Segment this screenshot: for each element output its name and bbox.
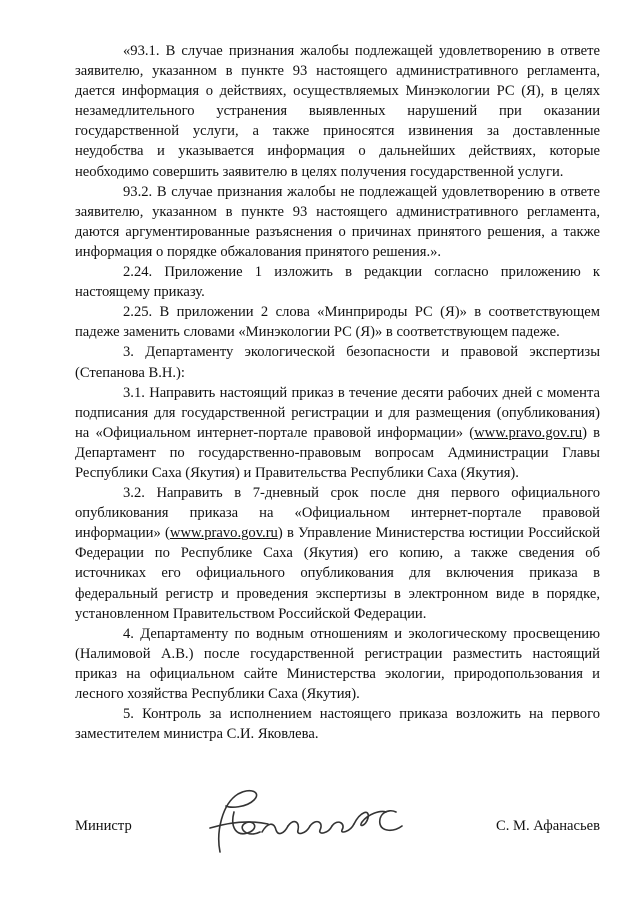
pravo-link[interactable]: www.pravo.gov.ru [169, 525, 278, 542]
pravo-link[interactable]: www.pravo.gov.ru [474, 424, 583, 441]
paragraph-3-2-text-b: ) в Управление Министерства юстиции Российской Федерации по Республике Саха (Якутия) его копию, а также сведения об источниках его официального опубликования для включения приказа в федеральный регистр и проведения экспертизы в электронном виде в порядке, установленном Правительством Российской Федерации. [75, 525, 601, 622]
paragraph-93-2: 93.2. В случае признания жалобы не подлежащей удовлетворению в ответе заявителю, указанном в пункте 93 настоящего административного регламента, даются аргументированные разъяснения о причинах принятого решения, а также информация о порядке обжалования принятого решения.». [75, 183, 600, 260]
paragraph-3-1-text-b: ) в Департамент по государственно-правовым вопросам Администрации Главы Республики Саха (Якутия) и Правительства Республики Саха (Якутия). [75, 424, 600, 481]
paragraph-2-24: 2.24. Приложение 1 изложить в редакции согласно приложению к настоящему приказу. [75, 264, 600, 301]
paragraph-3-2-text-a: 3.2. Направить в 7-дневный срок после дня первого официального опубликования приказа на «Официальном интернет-портале правовой информации» ( [75, 485, 600, 542]
paragraph-3: 3. Департаменту экологической безопасности и правовой экспертизы (Степанова В.Н.): [75, 344, 600, 381]
paragraph-4: 4. Департаменту по водным отношениям и экологическому просвещению (Налимовой А.В.) после государственной регистрации разместить настоящий приказ на официальном сайте Министерства экологии, природопользования и лесного хозяйства Республики Саха (Якутия). [75, 625, 600, 702]
signatory-name: С. М. Афанасьев [495, 818, 600, 834]
paragraph-2-25: 2.25. В приложении 2 слова «Минприроды РС (Я)» в соответствующем падеже заменить словами «Минэкологии РС (Я)» в соответствующем падеже. [75, 304, 600, 341]
paragraph-93-1: «93.1. В случае признания жалобы подлежащей удовлетворению в ответе заявителю, указанном в пункте 93 настоящего административного регламента, дается информация о действиях, осуществляемых Минэкологии РС (Я), в целях незамедлительного устранения выявленных нарушений при оказании государственной услуги, а также приносятся извинения за доставленные неудобства и указывается информация о дальнейших действиях, которые необходимо совершить заявителю в целях получения государственной услуги. [75, 43, 600, 180]
paragraph-3-2 [75, 483, 600, 624]
signature-block [75, 812, 600, 852]
paragraph-3-1-text-a: 3.1. Направить настоящий приказ в течение десяти рабочих дней с момента подписания для государственной регистрации и для размещения (опубликования) на «Официальном интернет-портале правовой информации» ( [75, 384, 600, 441]
handwritten-signature [190, 782, 430, 862]
signatory-title: Министр [75, 818, 132, 834]
paragraph-3-1 [75, 383, 600, 483]
paragraph-5: 5. Контроль за исполнением настоящего приказа возложить на первого заместителем министра С.И. Яковлева. [75, 706, 600, 743]
document-body [75, 41, 600, 744]
